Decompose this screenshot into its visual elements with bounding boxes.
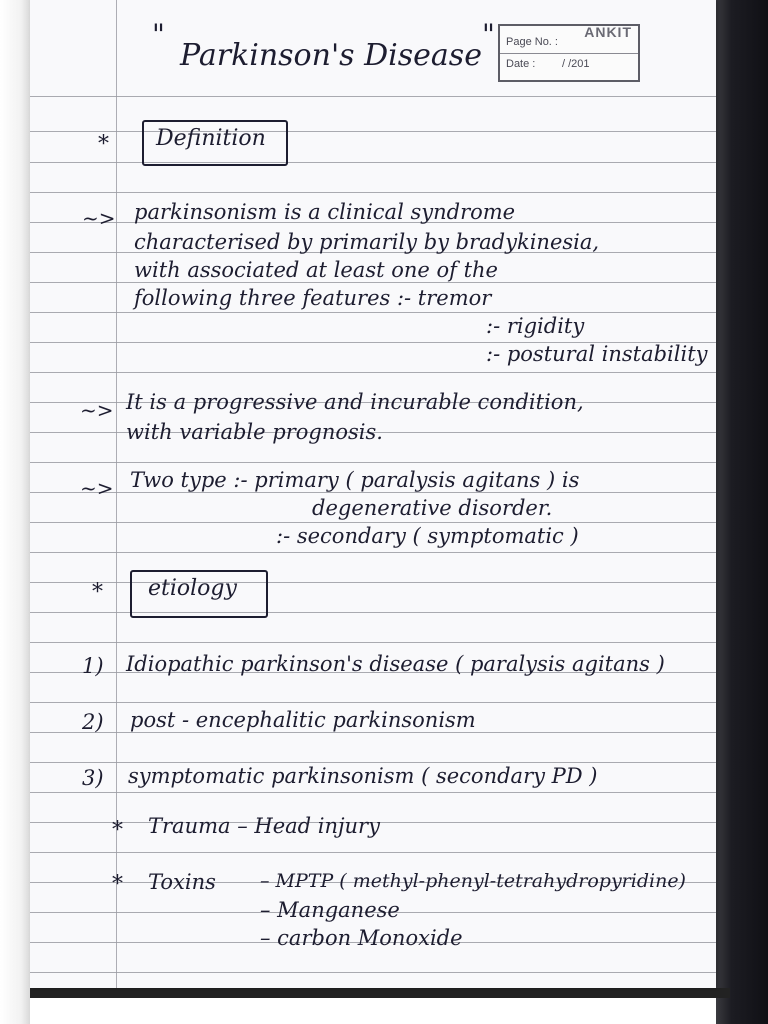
definition-heading: Definition	[156, 126, 266, 151]
etiology-number: 1)	[82, 654, 104, 678]
ruled-line	[30, 282, 716, 283]
ruled-line	[30, 192, 716, 193]
definition-line: characterised by primarily by bradykinesia,	[134, 230, 600, 254]
page-number-box	[498, 24, 640, 82]
bullet-arrow: ~>	[82, 206, 116, 230]
etiology-item: post - encephalitic parkinsonism	[130, 708, 476, 732]
ruled-line	[30, 852, 716, 853]
types-line: Two type :- primary ( paralysis agitans ) is	[130, 468, 580, 492]
definition-line: parkinsonism is a clinical syndrome	[134, 200, 516, 224]
etiology-number: 2)	[82, 710, 104, 734]
star-marker: *	[112, 818, 123, 843]
notebook-page	[30, 0, 716, 988]
notebook-edge	[716, 0, 768, 1024]
ruled-line	[30, 372, 716, 373]
ruled-line	[30, 552, 716, 553]
etiology-item: Idiopathic parkinson's disease ( paralysis agitans )	[126, 652, 665, 676]
toxin-item: – MPTP ( methyl-phenyl-tetrahydropyridine)	[260, 870, 686, 892]
ruled-line	[30, 492, 716, 493]
types-line: :- secondary ( symptomatic )	[276, 524, 579, 548]
star-marker: *	[92, 580, 103, 605]
star-marker: *	[98, 132, 109, 157]
star-marker: *	[112, 872, 123, 897]
ruled-line	[30, 312, 716, 313]
background-strip	[0, 0, 30, 1024]
title-quote-open: "	[152, 18, 165, 51]
progressive-line: with variable prognosis.	[126, 420, 383, 444]
page-box-divider	[500, 53, 638, 54]
date-label: Date :	[506, 58, 536, 70]
ruled-line	[30, 462, 716, 463]
definition-line: with associated at least one of the	[134, 258, 498, 282]
feature-item: :- postural instability	[486, 342, 708, 366]
date-value: / /201	[562, 58, 590, 70]
ruled-line	[30, 642, 716, 643]
ruled-line	[30, 702, 716, 703]
ruled-line	[30, 96, 716, 97]
etiology-item: symptomatic parkinsonism ( secondary PD )	[128, 764, 598, 788]
feature-item: :- rigidity	[486, 314, 585, 338]
ruled-line	[30, 732, 716, 733]
etiology-heading: etiology	[148, 576, 237, 601]
trauma-line: Trauma – Head injury	[148, 814, 380, 838]
types-line: degenerative disorder.	[312, 496, 553, 520]
progressive-line: It is a progressive and incurable condition,	[126, 390, 584, 414]
notebook-bottom-edge	[30, 988, 730, 998]
etiology-number: 3)	[82, 766, 104, 790]
toxin-item: – carbon Monoxide	[260, 926, 463, 950]
definition-line: following three features :- tremor	[134, 286, 492, 310]
ruled-line	[30, 131, 716, 132]
ruled-line	[30, 162, 716, 163]
bullet-arrow: ~>	[80, 476, 114, 500]
ruled-line	[30, 792, 716, 793]
bullet-arrow: ~>	[80, 398, 114, 422]
page-no-label: Page No. :	[506, 36, 558, 48]
brand-logo: ANKIT	[584, 24, 632, 40]
ruled-line	[30, 522, 716, 523]
ruled-line	[30, 762, 716, 763]
toxin-item: – Manganese	[260, 898, 400, 922]
page-title: Parkinson's Disease	[180, 38, 482, 73]
toxins-label: Toxins	[148, 870, 216, 894]
ruled-line	[30, 972, 716, 973]
title-quote-close: "	[482, 18, 495, 51]
